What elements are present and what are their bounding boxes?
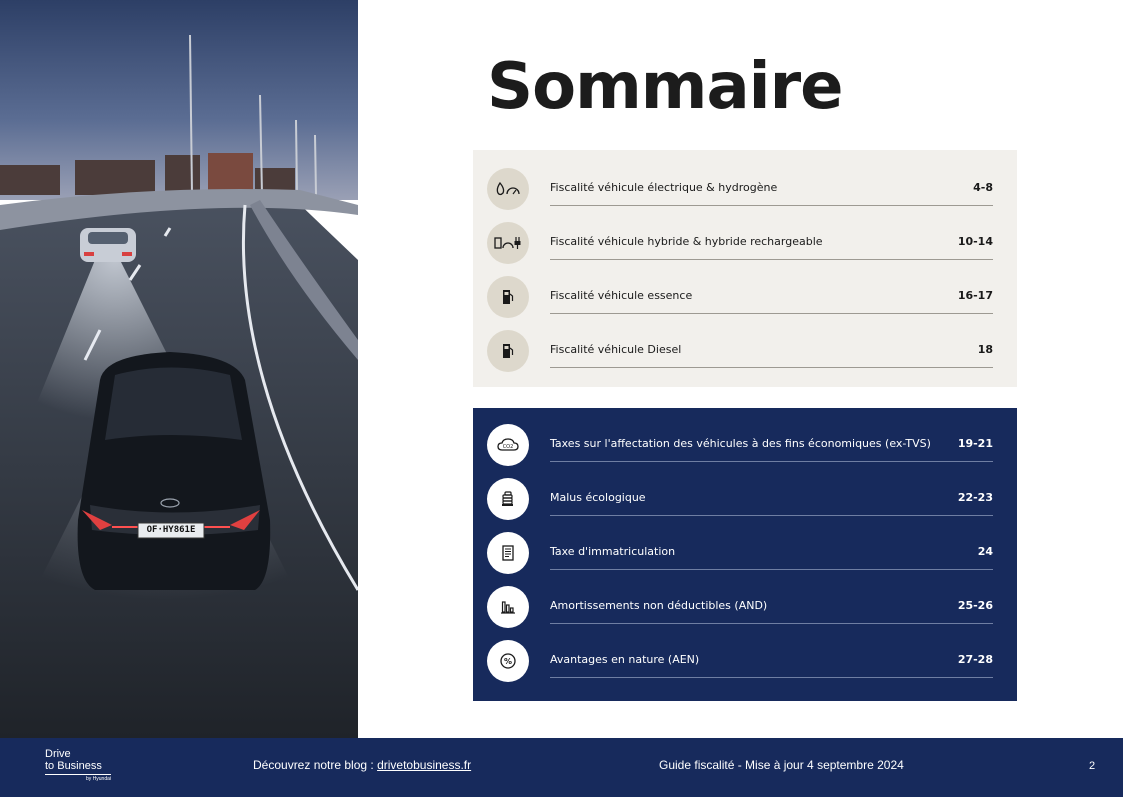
blog-text (253, 758, 471, 772)
toc-entry-pages: 22-23 (957, 491, 993, 504)
toc-entry-pages: 24 (977, 545, 993, 558)
toc-entry[interactable] (473, 471, 1017, 525)
page-number: 2 (1089, 760, 1096, 772)
cover-photo (0, 0, 358, 738)
divider (550, 623, 993, 624)
taxes-section (473, 408, 1017, 701)
toc-entry[interactable] (473, 417, 1017, 471)
page-title: Sommaire (487, 50, 843, 124)
toc-entry-label: Avantages en nature (AEN) (550, 653, 700, 666)
divider (550, 259, 993, 260)
license-plate: OF·HY861E (146, 525, 196, 535)
brand-line-1: Drive (45, 748, 71, 760)
percent-icon (487, 640, 529, 682)
co2-cloud-icon (487, 424, 529, 466)
svg-text:%: % (503, 657, 513, 666)
toc-entry-label: Amortissements non déductibles (AND) (550, 599, 768, 612)
toc-entry[interactable] (473, 579, 1017, 633)
brand-sub: by Hyundai (45, 774, 111, 782)
divider (550, 569, 993, 570)
divider (550, 313, 993, 314)
fuel-pump-icon (487, 330, 529, 372)
document-icon (487, 532, 529, 574)
brand-line-2: to Business (45, 760, 102, 772)
toc-entry[interactable] (473, 633, 1017, 687)
toc-entry-pages: 10-14 (957, 235, 993, 248)
toc-entry-pages: 4-8 (973, 181, 993, 194)
toc-entry-label: Fiscalité véhicule électrique & hydrogène (550, 181, 778, 194)
vehicle-fiscality-section (473, 150, 1017, 387)
divider (550, 461, 993, 462)
toc-entry[interactable] (473, 215, 1017, 269)
bar-chart-icon (487, 586, 529, 628)
toc-entry-pages: 18 (977, 343, 993, 356)
brand-logo (45, 748, 111, 782)
hybrid-plug-icon (487, 222, 529, 264)
toc-entry[interactable] (473, 161, 1017, 215)
toc-entry-label: Fiscalité véhicule hybride & hybride rechargeable (550, 235, 823, 248)
divider (550, 367, 993, 368)
blog-link[interactable]: drivetobusiness.fr (377, 758, 472, 772)
fuel-pump-icon (487, 276, 529, 318)
guide-caption: Guide fiscalité - Mise à jour 4 septembre 2024 (659, 758, 904, 772)
toc-entry-label: Taxe d'immatriculation (550, 545, 676, 558)
coin-stack-icon (487, 478, 529, 520)
divider (550, 515, 993, 516)
divider (550, 677, 993, 678)
toc-entry[interactable] (473, 323, 1017, 377)
divider (550, 205, 993, 206)
toc-entry-pages: 25-26 (957, 599, 993, 612)
toc-entry-label: Taxes sur l'affectation des véhicules à des fins économiques (ex-TVS) (550, 437, 931, 450)
toc-entry-pages: 19-21 (957, 437, 993, 450)
toc-entry-label: Fiscalité véhicule essence (550, 289, 693, 302)
blog-prefix: Découvrez notre blog : (253, 758, 378, 772)
svg-text:CO2: CO2 (502, 444, 514, 450)
drop-gauge-icon (487, 168, 529, 210)
toc-entry-label: Malus écologique (550, 491, 646, 504)
toc-entry-pages: 16-17 (957, 289, 993, 302)
toc-entry[interactable] (473, 269, 1017, 323)
toc-entry[interactable] (473, 525, 1017, 579)
page-footer (0, 738, 1123, 797)
toc-entry-label: Fiscalité véhicule Diesel (550, 343, 682, 356)
toc-entry-pages: 27-28 (957, 653, 993, 666)
